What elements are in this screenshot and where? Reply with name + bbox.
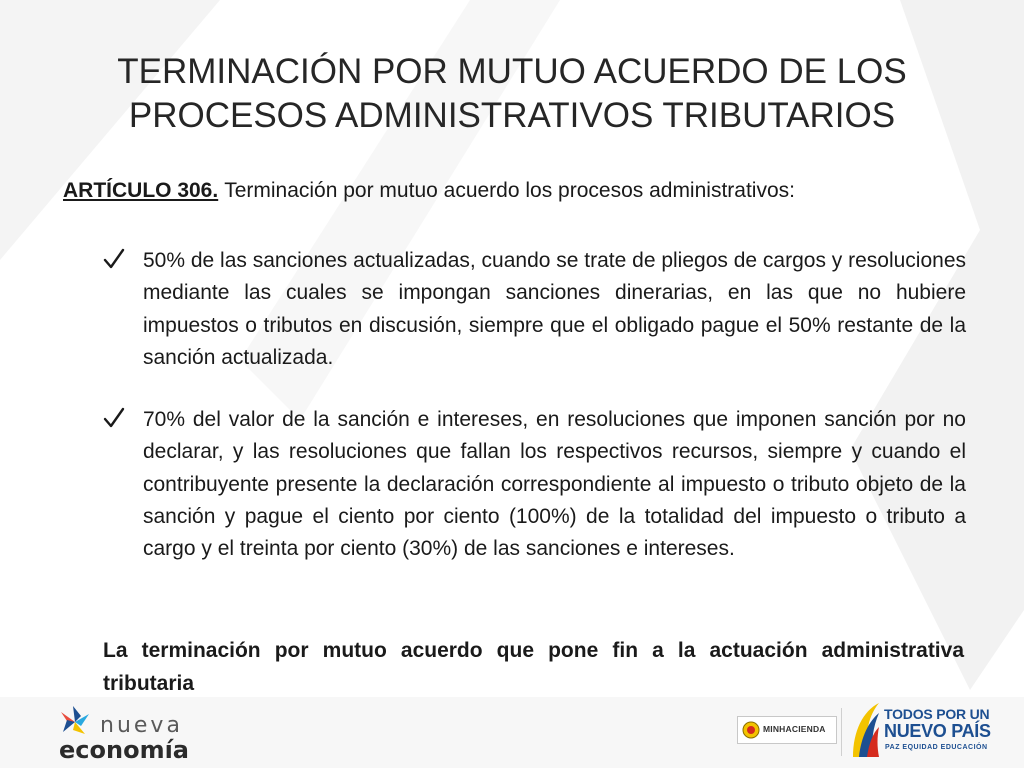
conclusion-text: La terminación por mutuo acuerdo que pone fin a la actuación administrativa tributaria — [103, 639, 964, 695]
check-icon — [102, 404, 126, 432]
bullet-text: 50% de las sanciones actualizadas, cuando se trate de pliegos de cargos y resoluciones mediante las cuales se impongan sanciones dinerarias, en las que no hubiere impuestos o tributos en discusión, siempre que el obligado pague el 50% restante de la sanción actualizada. — [143, 249, 967, 369]
list-item — [100, 404, 966, 565]
gov-logo-line-2: NUEVO PAÍS — [884, 721, 991, 741]
minhacienda-label: MINHACIENDA — [763, 724, 826, 734]
list-item — [100, 245, 966, 374]
slide-title — [80, 50, 944, 138]
bullet-list — [100, 245, 966, 596]
logo-word-nueva: nueva — [100, 713, 183, 738]
gov-logo-line-3: PAZ EQUIDAD EDUCACIÓN — [885, 744, 988, 751]
article-heading — [63, 176, 963, 206]
flag-swoosh-icon — [849, 701, 881, 761]
footer-divider — [841, 708, 842, 756]
check-icon — [102, 245, 126, 273]
logo-word-economia: economía — [59, 736, 189, 764]
title-line-1: TERMINACIÓN POR MUTUO ACUERDO DE LOS — [117, 52, 907, 91]
gov-logo-line-1: TODOS POR UN — [884, 706, 990, 722]
coat-of-arms-icon — [742, 721, 760, 739]
article-description: Terminación por mutuo acuerdo los procesos administrativos: — [224, 179, 795, 202]
minhacienda-logo — [737, 716, 837, 744]
title-line-2: PROCESOS ADMINISTRATIVOS TRIBUTARIOS — [128, 96, 896, 135]
bullet-text: 70% del valor de la sanción e intereses, en resoluciones que imponen sanción por no declarar, y las resoluciones que fallan los respectivos recursos, siempre y cuando el contribuyente presente la declaración correspondiente al impuesto o tributo objeto de la sanción y pague el ciento por ciento (100%) de la totalidad del impuesto o tributo a cargo y el treinta por ciento (30%) de las sanciones e intereses. — [143, 408, 966, 561]
article-reference: ARTÍCULO 306. — [63, 179, 219, 202]
